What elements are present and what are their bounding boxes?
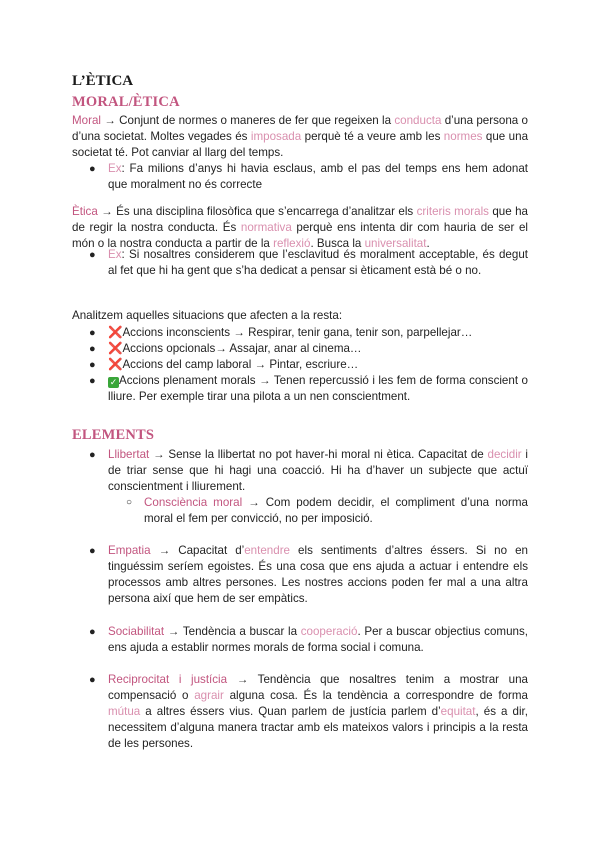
bullet-icon: ● — [89, 163, 96, 175]
keyword-agrair: agrair — [194, 689, 224, 702]
term-consciencia-moral: Consciència moral — [144, 496, 243, 509]
section-heading-moral-etica: MORAL/ÈTICA — [72, 94, 180, 110]
cross-mark-icon: ❌ — [108, 326, 123, 339]
moral-example-list — [72, 161, 528, 193]
keyword-reflexio: reflexió — [273, 237, 311, 250]
elements-list — [72, 447, 528, 527]
term-sociabilitat: Sociabilitat — [108, 625, 165, 638]
keyword-universalitat: universalitat — [364, 237, 427, 250]
keyword-criteris-morals: criteris morals — [416, 205, 489, 218]
bullet-icon: ● — [89, 545, 96, 557]
elements-list-reciprocitat — [72, 672, 528, 752]
keyword-conducta: conducta — [394, 114, 442, 127]
keyword-decidir: decidir — [487, 448, 522, 461]
bullet-icon: ● — [89, 343, 96, 355]
keyword-mutua: mútua — [108, 705, 141, 718]
list-item-consciencia-moral: ○ Consciència moral → Com podem decidir, el compliment d’una norma moral el fem per convicció, no per imposició. — [126, 496, 528, 525]
list-item-reciprocitat: ● Reciprocitat i justícia → Tendència que nosaltres tenim a mostrar una compensació o agrair alguna cosa. És la tendència a correspondre de forma mútua a altres éssers vius. Quan parlem de justícia parlem d’equitat, és a dir, necessitem d’alguna manera tractar amb els mateixos valors i principis a la resta de les persones. — [89, 673, 528, 750]
keyword-normativa: normativa — [240, 221, 292, 234]
example-label: Ex — [108, 162, 122, 175]
list-item: ● Ex: Fa milions d’anys hi havia esclaus, amb el pas del temps ens hem adonat que moralment no és correcte — [89, 162, 528, 191]
list-item-empatia: ● Empatia → Capacitat d’entendre els sentiments d’altres éssers. Si no en tinguéssim seríem egoistes. És una cosa que ens ajuda a actuar i entendre els processos amb altres persones. Les nostres accions poden fer mal a una altra persona així que hem de ser empàtics. — [89, 544, 528, 605]
paragraph-etica: Ètica → És una disciplina filosòfica que s’encarrega d’analitzar els criteris morals que ha de regir la nostra conducta. És normativa perquè ens intenta dir com hauria de ser el món o la nostra conducta a partir de la reflexió. Busca la universalitat. — [72, 205, 529, 250]
bullet-icon: ● — [89, 674, 96, 686]
list-item: ● Ex: Si nosaltres considerem que l’esclavitud és moralment acceptable, és degut al fet que hi ha gent que s’ha dedicat a pensar si èticament està bé o no. — [89, 248, 528, 277]
analysis-intro: Analitzem aquelles situacions que afecten a la resta: — [72, 309, 343, 322]
cross-mark-icon: ❌ — [108, 342, 123, 355]
bullet-icon: ● — [89, 449, 96, 461]
term-empatia: Empatia — [108, 544, 151, 557]
example-label: Ex — [108, 248, 122, 261]
section-heading-elements: ELEMENTS — [72, 427, 155, 443]
bullet-icon: ● — [89, 375, 96, 387]
list-item: ● ✓ Accions plenament morals → Tenen repercussió i les fem de forma conscient o lliure. Per exemple tirar una pilota a un nen conscientment. — [89, 374, 528, 403]
bullet-icon: ● — [89, 626, 96, 638]
bullet-icon: ● — [89, 249, 96, 261]
term-llibertat: Llibertat — [108, 448, 150, 461]
keyword-equitat: equitat — [440, 705, 476, 718]
analysis-list — [72, 325, 528, 405]
keyword-cooperacio: cooperació — [300, 625, 358, 638]
keyword-normes: normes — [443, 130, 483, 143]
term-etica: Ètica — [72, 205, 98, 218]
list-item-llibertat: ● Llibertat → Sense la llibertat no pot haver-hi moral ni ètica. Capacitat de decidir i de triar sense que hi hagi una coacció. Hi ha d’haver un subjecte que actuï conscientment i lliurement. — [89, 448, 528, 493]
list-item: ● ❌Accions del camp laboral → Pintar, escriure… — [89, 358, 359, 371]
term-reciprocitat: Reciprocitat i justícia — [108, 673, 228, 686]
bullet-icon: ● — [89, 327, 96, 339]
term-moral: Moral — [72, 114, 101, 127]
keyword-imposada: imposada — [250, 130, 302, 143]
list-item: ● ❌Accions inconscients → Respirar, tenir gana, tenir son, parpellejar… — [89, 326, 473, 339]
keyword-entendre: entendre — [244, 544, 291, 557]
cross-mark-icon: ❌ — [108, 358, 123, 371]
circle-bullet-icon: ○ — [126, 497, 133, 508]
list-item-sociabilitat: ● Sociabilitat → Tendència a buscar la cooperació. Per a buscar objectius comuns, ens ajuda a establir normes morals de forma social i comuna. — [89, 625, 528, 654]
elements-list-sociabilitat — [72, 624, 528, 656]
etica-example-list — [72, 247, 528, 279]
bullet-icon: ● — [89, 359, 96, 371]
page-title: L’ÈTICA — [72, 73, 134, 89]
check-mark-icon: ✓ — [109, 377, 118, 387]
elements-list-empatia — [72, 543, 528, 607]
list-item: ● ❌Accions opcionals→ Assajar, anar al cinema… — [89, 342, 362, 355]
paragraph-moral: Moral → Conjunt de normes o maneres de fer que regeixen la conducta d’una persona o d’una societat. Moltes vegades és imposada perquè té a veure amb les normes que una societat té. Pot canviar al llarg del temps. — [72, 114, 529, 159]
